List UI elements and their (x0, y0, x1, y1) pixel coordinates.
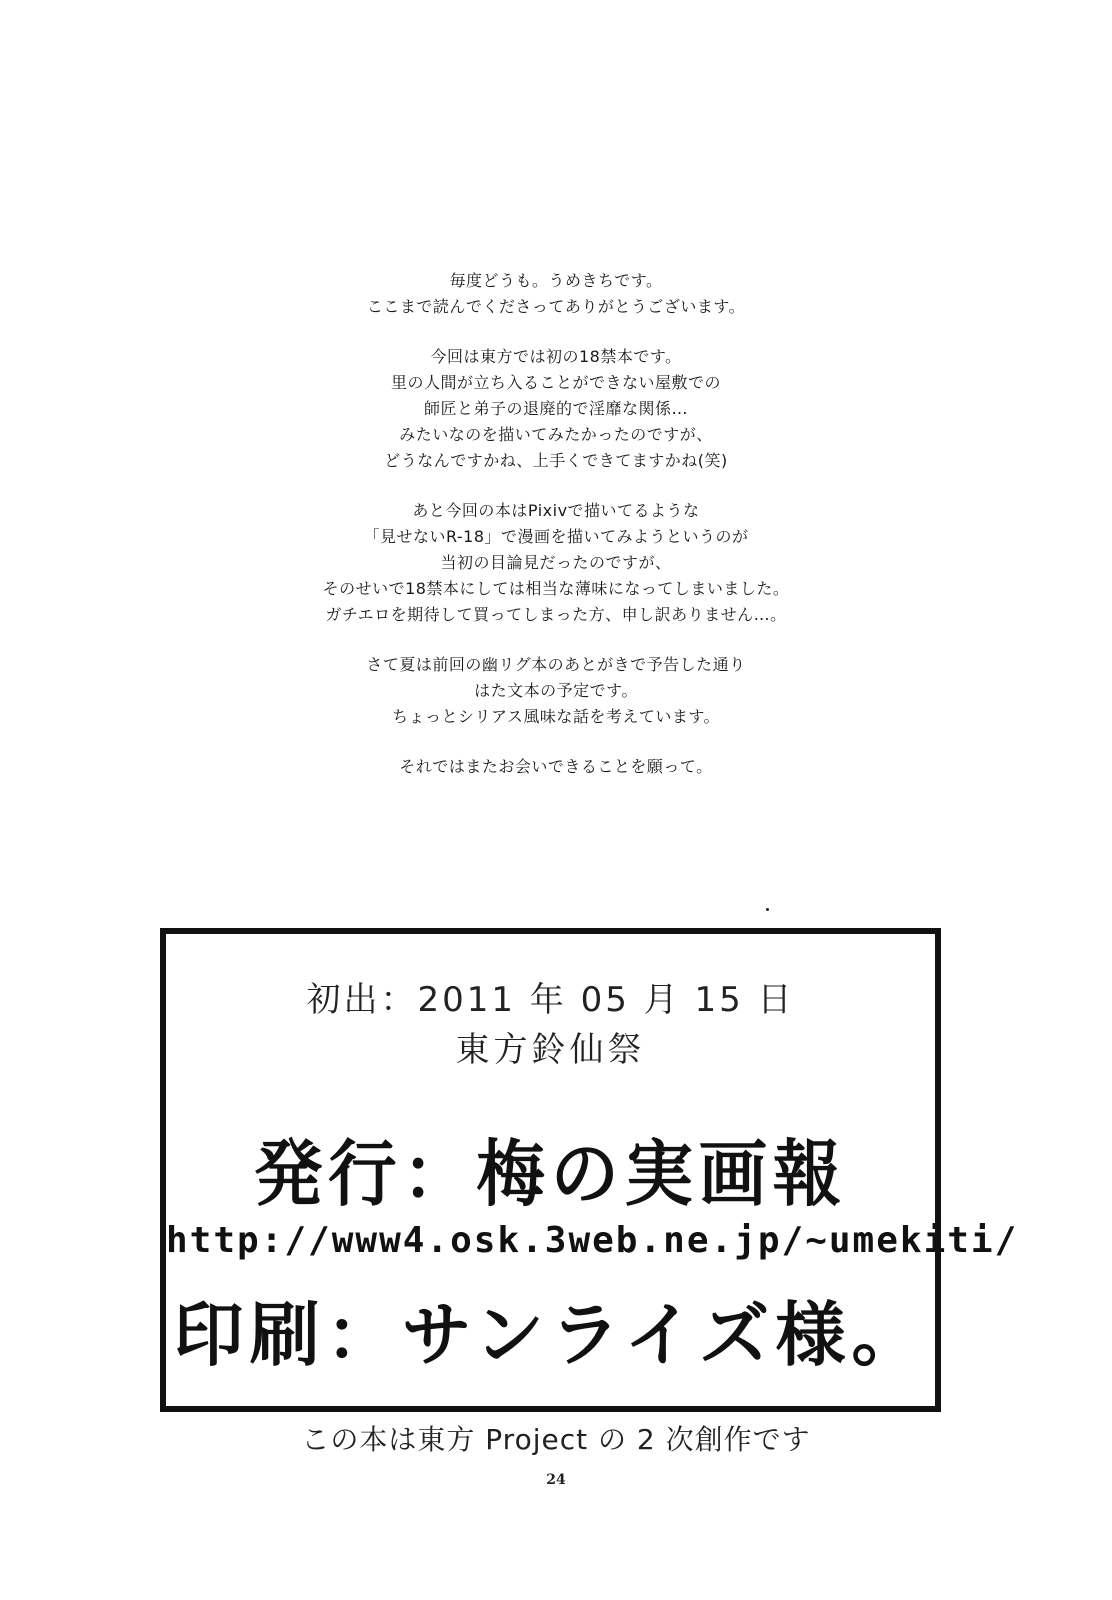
afterword-line: それではまたお会いできることを願って。 (399, 757, 713, 776)
afterword-paragraph (0, 344, 1112, 474)
afterword-line: 今回は東方では初の18禁本です。 (430, 347, 682, 366)
event-name: 東方鈴仙祭 (455, 1030, 646, 1070)
afterword-paragraph (0, 754, 1112, 780)
afterword-line: ここまで読んでくださってありがとうございます。 (366, 297, 746, 316)
afterword-line: はた文本の予定です。 (474, 681, 638, 700)
afterword (0, 268, 1112, 804)
afterword-line: 当初の目論見だったのですが、 (440, 553, 672, 572)
afterword-line: ガチエロを期待して買ってしまった方、申し訳ありません…。 (325, 605, 787, 624)
afterword-paragraph (0, 652, 1112, 730)
afterword-line: そのせいで18禁本にしては相当な薄味になってしまいました。 (322, 579, 790, 598)
page-number: 24 (546, 1472, 566, 1488)
afterword-line: どうなんですかね、上手くできてますかね(笑) (384, 451, 728, 470)
website-url: http://www4.osk.3web.ne.jp/~umekiti/ (166, 1220, 1019, 1261)
afterword-line: 里の人間が立ち入ることができない屋敷での (390, 373, 721, 392)
ink-dot (766, 908, 769, 911)
afterword-line: 師匠と弟子の退廃的で淫靡な関係… (423, 399, 688, 418)
colophon-box (160, 928, 1019, 1412)
afterword-line: みたいなのを描いてみたかったのですが、 (399, 425, 713, 444)
publisher-line: 発行：梅の実画報 (254, 1132, 847, 1216)
afterword-line: ちょっとシリアス風味な話を考えています。 (391, 707, 721, 726)
afterword-line: さて夏は前回の幽リグ本のあとがきで予告した通り (366, 655, 746, 674)
afterword-line: あと今回の本はPixivで描いてるような (412, 501, 700, 520)
printer-line: 印刷：サンライズ様。 (173, 1294, 928, 1376)
fan-work-notice: この本は東方 Project の 2 次創作です (301, 1423, 811, 1456)
afterword-line: 毎度どうも。うめきちです。 (449, 271, 663, 290)
first-published-date: 初出：2011 年 05 月 15 日 (306, 980, 795, 1020)
afterword-line: 「見せないR-18」で漫画を描いてみようというのが (363, 527, 749, 546)
afterword-paragraph (0, 498, 1112, 628)
afterword-paragraph (0, 268, 1112, 320)
